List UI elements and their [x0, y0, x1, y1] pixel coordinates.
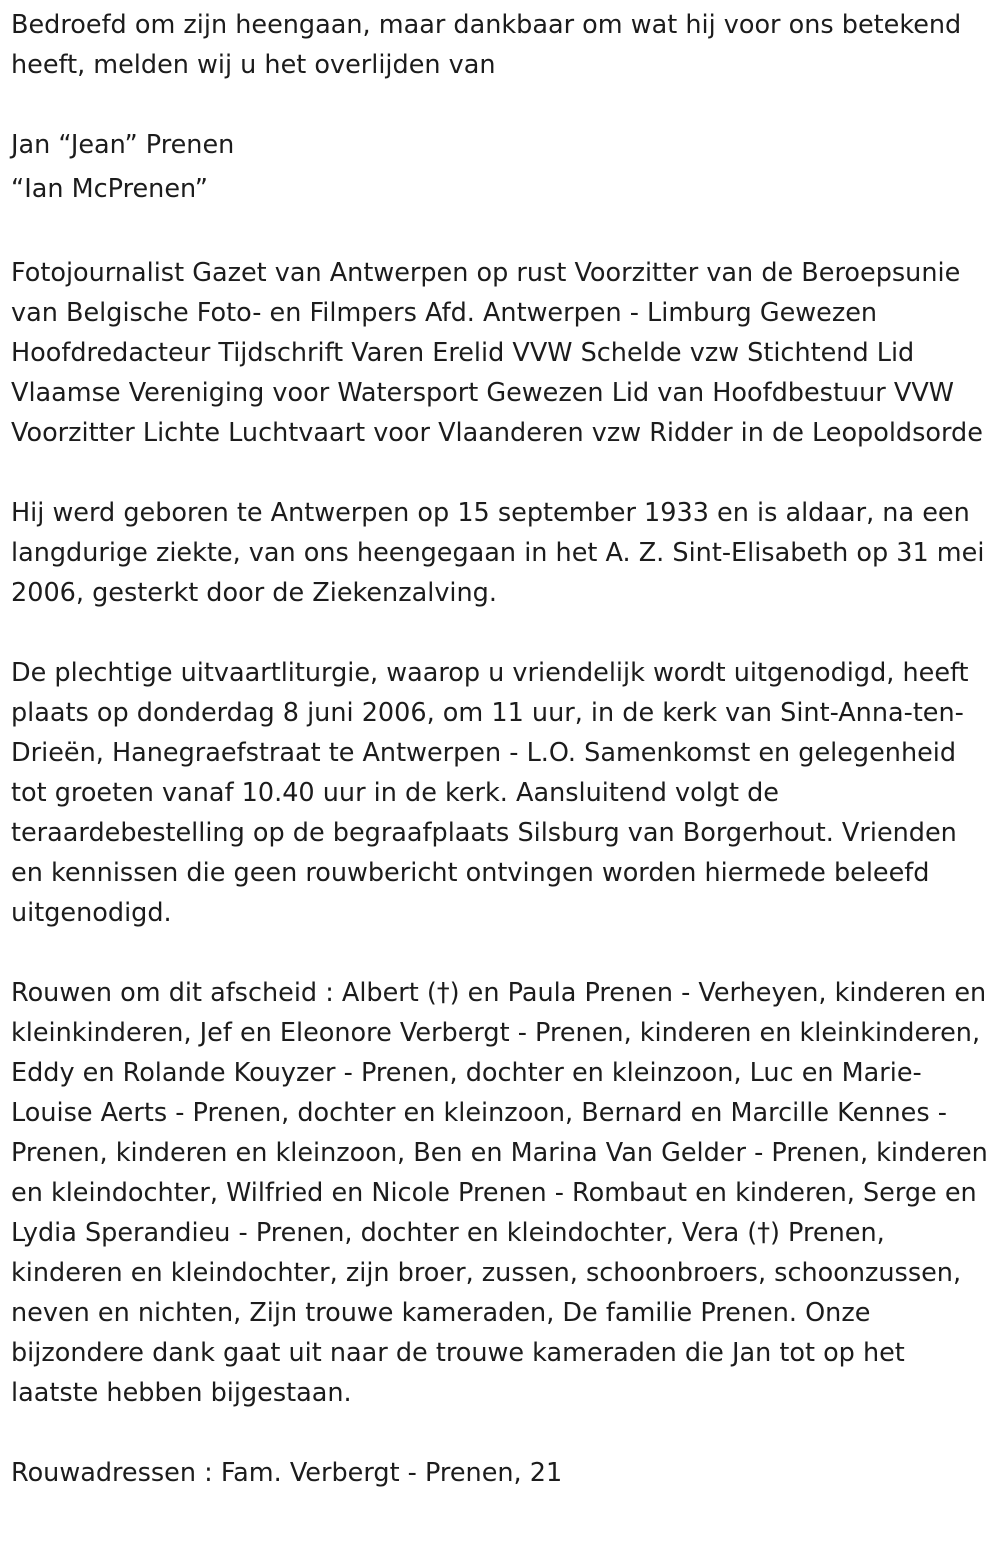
intro-paragraph: Bedroefd om zijn heengaan, maar dankbaar om wat hij voor ons betekend heeft, melden wij u het overlijden van	[11, 10, 962, 80]
spacer	[11, 85, 991, 125]
addresses-paragraph: Rouwadressen : Fam. Verbergt - Prenen, 21	[11, 1458, 563, 1488]
deceased-name: Jan “Jean” Prenen	[11, 130, 235, 160]
birth-death-paragraph: Hij werd geboren te Antwerpen op 15 september 1933 en is aldaar, na een langdurige ziekte, van ons heengegaan in het A. Z. Sint-Elisabeth op 31 mei 2006, gesterkt door de Ziekenzalving.	[11, 498, 985, 608]
spacer	[11, 1413, 991, 1453]
spacer	[11, 933, 991, 973]
mourners-paragraph: Rouwen om dit afscheid : Albert (†) en Paula Prenen - Verheyen, kinderen en kleinkinderen, Jef en Eleonore Verbergt - Prenen, kinderen en kleinkinderen, Eddy en Rolande Kouyzer - Prenen, dochter en kleinzoon, Luc en Marie-Louise Aerts - Prenen, dochter en kleinzoon, Bernard en Marcille Kennes - Prenen, kinderen en kleinzoon, Ben en Marina Van Gelder - Prenen, kinderen en kleindochter, Wilfried en Nicole Prenen - Rombaut en kinderen, Serge en Lydia Sperandieu - Prenen, dochter en kleindochter, Vera (†) Prenen, kinderen en kleindochter, zijn broer, zussen, schoonbroers, schoonzussen, neven en nichten, Zijn trouwe kameraden, De familie Prenen. Onze bijzondere dank gaat uit naar de trouwe kameraden die Jan tot op het laatste hebben bijgestaan.	[11, 978, 988, 1408]
spacer	[11, 453, 991, 493]
spacer	[11, 613, 991, 653]
spacer	[11, 213, 991, 253]
funeral-paragraph: De plechtige uitvaartliturgie, waarop u vriendelijk wordt uitgenodigd, heeft plaats op donderdag 8 juni 2006, om 11 uur, in de kerk van Sint-Anna-ten-Drieën, Hanegraefstraat te Antwerpen - L.O. Samenkomst en gelegenheid tot groeten vanaf 10.40 uur in de kerk. Aansluitend volgt de teraardebestelling op de begraafplaats Silsburg van Borgerhout. Vrienden en kennissen die geen rouwbericht ontvingen worden hiermede beleefd uitgenodigd.	[11, 658, 969, 928]
deceased-nickname: “Ian McPrenen”	[11, 174, 209, 204]
obituary-notice	[11, 5, 991, 1493]
titles-paragraph: Fotojournalist Gazet van Antwerpen op rust Voorzitter van de Beroepsunie van Belgische Foto- en Filmpers Afd. Antwerpen - Limburg Gewezen Hoofdredacteur Tijdschrift Varen Erelid VVW Schelde vzw Stichtend Lid Vlaamse Vereniging voor Watersport Gewezen Lid van Hoofdbestuur VVW Voorzitter Lichte Luchtvaart voor Vlaanderen vzw Ridder in de Leopoldsorde	[11, 258, 983, 448]
